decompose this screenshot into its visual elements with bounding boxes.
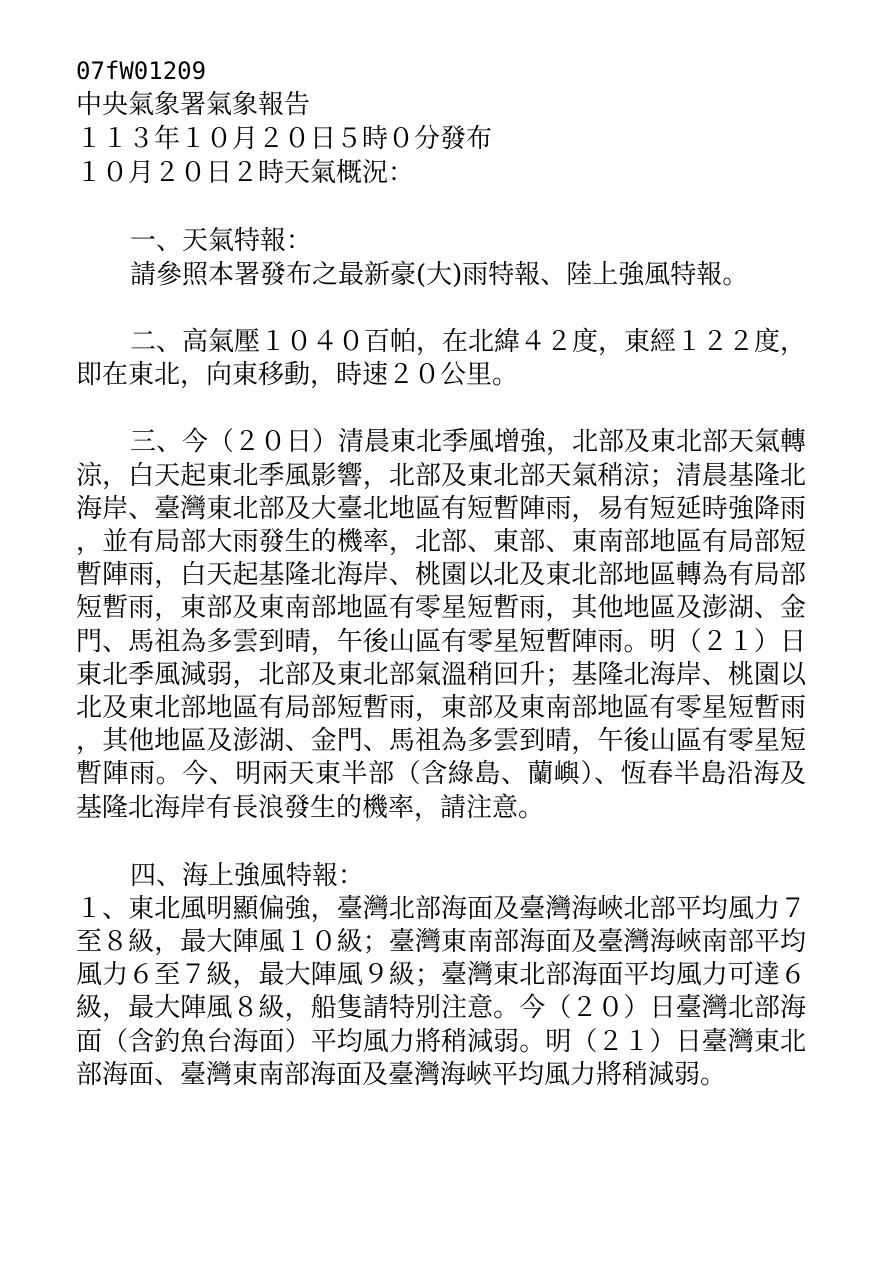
section-3-paragraph	[76, 426, 806, 824]
weather-report-document	[76, 54, 816, 1092]
spacer	[76, 392, 816, 426]
section-2-paragraph	[76, 326, 806, 392]
spacer	[76, 825, 816, 859]
report-code: 07fW01209	[76, 57, 207, 85]
section-2-text: 二、高氣壓１０４０百帕，在北緯４２度，東經１２２度，即在東北，向東移動，時速２０公里。	[76, 327, 807, 391]
issue-time: １１３年１０月２０日５時０分發布	[76, 124, 493, 154]
spacer	[76, 190, 816, 224]
section-4-item-1: １、東北風明顯偏強，臺灣北部海面及臺灣海峽北部平均風力７至８級，最大陣風１０級；臺灣東南部海面及臺灣海峽南部平均風力６至７級，最大陣風９級；臺灣東北部海面平均風力可達６級，最大陣風８級，船隻請特別注意。今（２０）日臺灣北部海面（含釣魚台海面）平均風力將稍減弱。明（２１）日臺灣東北部海面、臺灣東南部海面及臺灣海峽平均風力將稍減弱。	[76, 893, 806, 1090]
section-1-heading: 一、天氣特報：	[130, 226, 313, 256]
agency-title: 中央氣象署氣象報告	[76, 90, 311, 120]
overview-time: １０月２０日２時天氣概況：	[76, 158, 415, 188]
spacer	[76, 292, 816, 326]
section-1-body: 請參照本署發布之最新豪(大)雨特報、陸上強風特報。	[130, 260, 749, 290]
section-4-heading: 四、海上強風特報：	[130, 860, 365, 891]
section-3-text: 三、今（２０日）清晨東北季風增強，北部及東北部天氣轉涼，白天起東北季風影響，北部及東北部天氣稍涼；清晨基隆北海岸、臺灣東北部及大臺北地區有短暫陣雨，易有短延時強降雨，並有局部大雨發生的機率，北部、東部、東南部地區有局部短暫陣雨，白天起基隆北海岸、桃園以北及東北部地區轉為有局部短暫雨，東部及東南部地區有零星短暫雨，其他地區及澎湖、金門、馬祖為多雲到晴，午後山區有零星短暫陣雨。明（２１）日東北季風減弱，北部及東北部氣溫稍回升；基隆北海岸、桃園以北及東北部地區有局部短暫雨，東部及東南部地區有零星短暫雨，其他地區及澎湖、金門、馬祖為多雲到晴，午後山區有零星短暫陣雨。今、明兩天東半部（含綠島、蘭嶼）、恆春半島沿海及基隆北海岸有長浪發生的機率，請注意。	[76, 427, 807, 823]
